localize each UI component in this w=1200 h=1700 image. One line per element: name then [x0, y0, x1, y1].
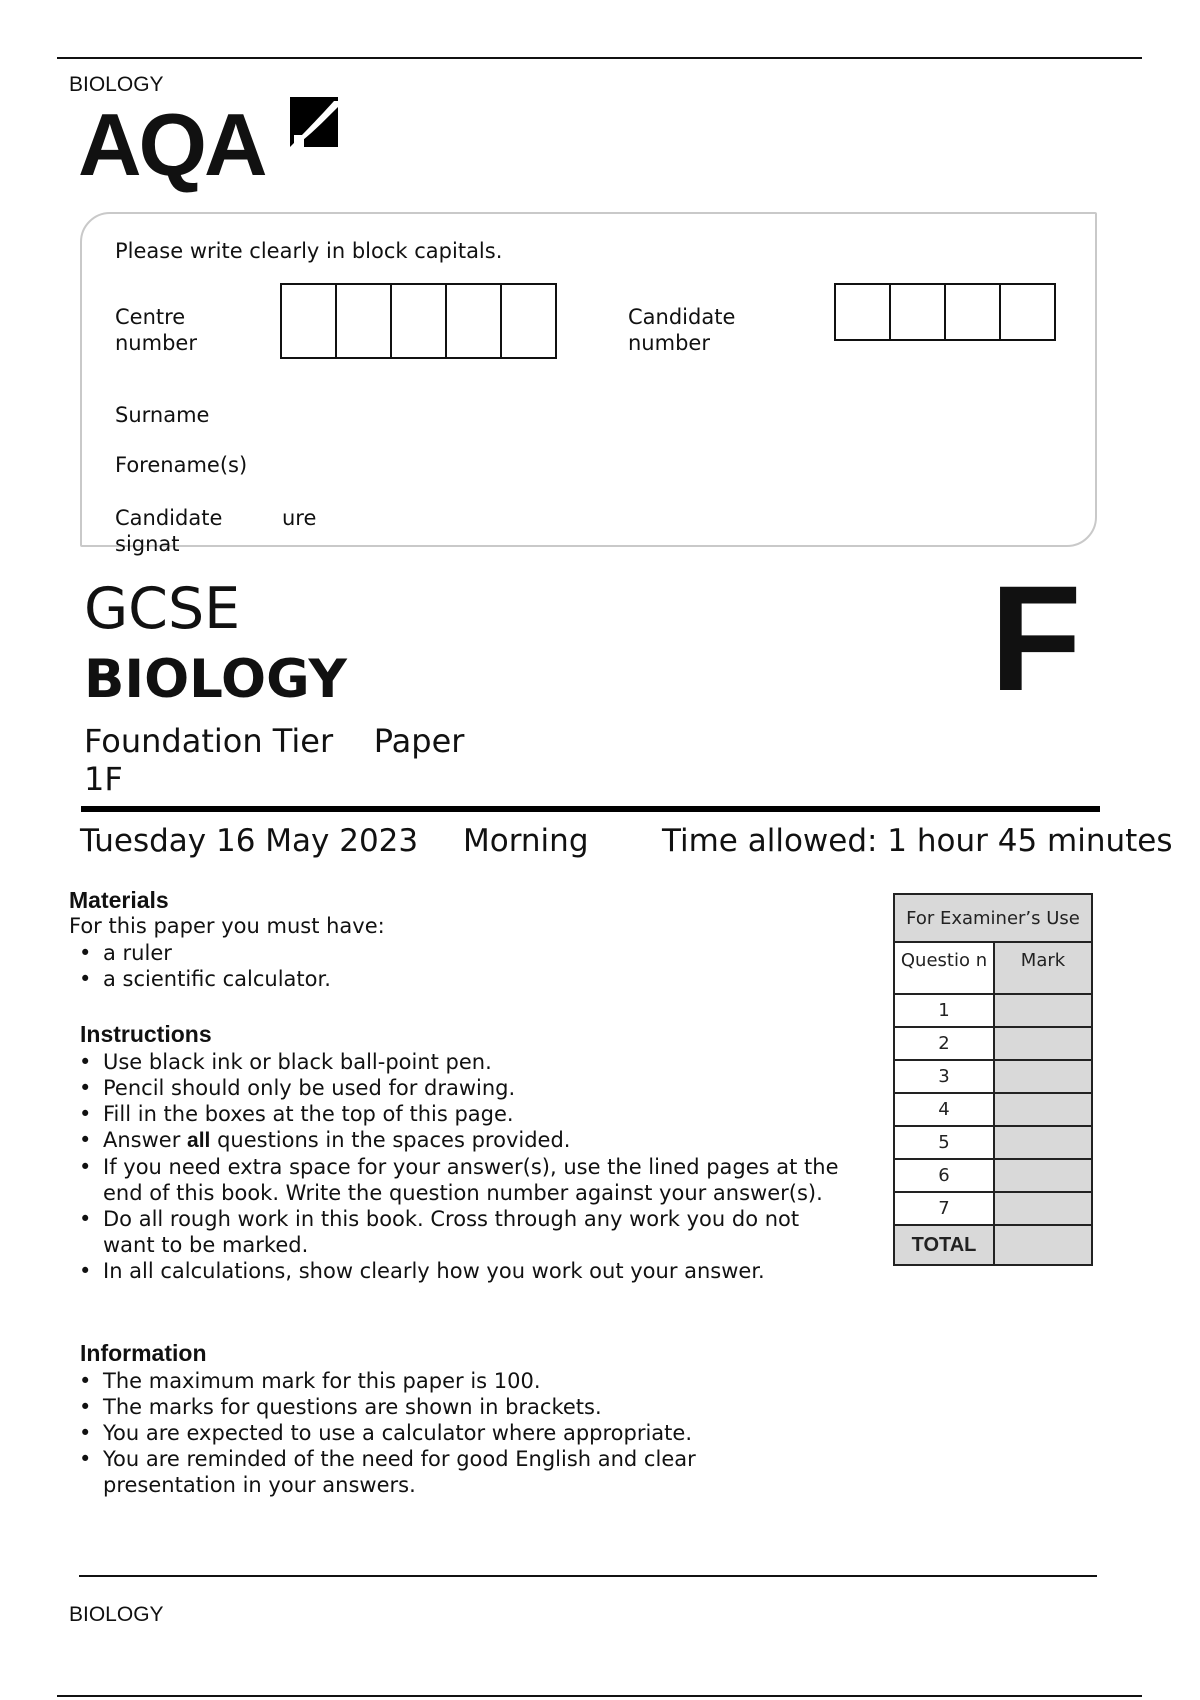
list-item: • You are expected to use a calculator where appropriate.	[69, 1420, 769, 1446]
information-list	[69, 1368, 769, 1498]
signature-field[interactable]	[330, 500, 1080, 534]
list-item: • a scientific calculator.	[69, 966, 769, 992]
question-number: 1	[894, 994, 994, 1027]
candidate-number-cell[interactable]	[889, 283, 946, 341]
top-rule	[57, 57, 1142, 59]
candidate-label-line2: number	[628, 331, 710, 355]
question-number: 6	[894, 1159, 994, 1192]
question-header-text: Questio n	[900, 950, 988, 971]
question-number: 2	[894, 1027, 994, 1060]
centre-number-cell[interactable]	[390, 283, 447, 359]
information-heading: Information	[80, 1340, 207, 1366]
signature-label-line2: signat	[115, 532, 180, 556]
item-text: Answer	[103, 1128, 188, 1152]
candidate-number-cell[interactable]	[834, 283, 891, 341]
list-item: • Do all rough work in this book. Cross through any work you do not want to be marked.	[69, 1206, 849, 1258]
item-text: questions in the spaces provided.	[210, 1128, 571, 1152]
candidate-number-cell[interactable]	[944, 283, 1001, 341]
question-number: 7	[894, 1192, 994, 1225]
item-emphasis: all	[187, 1129, 211, 1152]
question-column-header	[894, 942, 994, 994]
mark-cell	[994, 1060, 1092, 1093]
tier-letter: F	[990, 554, 1082, 722]
bottom-rule	[57, 1695, 1142, 1697]
title-rule	[81, 806, 1100, 812]
centre-number-label	[115, 304, 197, 356]
centre-number-cell[interactable]	[335, 283, 392, 359]
signature-label-fragment: ure	[282, 506, 317, 530]
mark-cell	[994, 1159, 1092, 1192]
aqa-logo-text: AQA	[78, 95, 265, 194]
mark-column-header: Mark	[994, 942, 1092, 994]
list-item: • In all calculations, show clearly how you work out your answer.	[69, 1258, 849, 1284]
block-capitals-instruction: Please write clearly in block capitals.	[115, 239, 503, 263]
surname-label: Surname	[115, 403, 210, 427]
instructions-heading: Instructions	[80, 1021, 212, 1047]
aqa-logo	[78, 95, 348, 195]
list-item: • The maximum mark for this paper is 100.	[69, 1368, 769, 1394]
list-item: • You are reminded of the need for good English and clear presentation in your answers.	[69, 1446, 769, 1498]
question-number: 4	[894, 1093, 994, 1126]
question-number: 3	[894, 1060, 994, 1093]
centre-number-cell[interactable]	[445, 283, 502, 359]
centre-number-cell[interactable]	[500, 283, 557, 359]
centre-number-boxes	[282, 283, 557, 359]
mark-cell	[994, 1093, 1092, 1126]
forename-label: Forename(s)	[115, 453, 248, 477]
list-item: • If you need extra space for your answer(s), use the lined pages at the end of this book. Write the question number against your answer(s).	[69, 1154, 849, 1206]
centre-label-line2: number	[115, 331, 197, 355]
candidate-label-line1: Candidate	[628, 305, 736, 329]
mark-cell	[994, 1192, 1092, 1225]
mark-cell	[994, 1027, 1092, 1060]
list-item: • Fill in the boxes at the top of this page.	[69, 1101, 849, 1127]
candidate-number-label	[628, 304, 735, 356]
examiners-use-heading: For Examiner’s Use	[894, 894, 1092, 942]
materials-list	[69, 940, 769, 992]
total-mark-cell	[994, 1225, 1092, 1265]
list-item: • Use black ink or black ball-point pen.	[69, 1049, 849, 1075]
total-label: TOTAL	[894, 1225, 994, 1265]
centre-label-line1: Centre	[115, 305, 186, 329]
tier-paper: Foundation Tier Paper 1F	[84, 722, 475, 798]
footer-rule	[79, 1575, 1097, 1577]
examiners-use-table	[893, 893, 1093, 1266]
time-allowed: Time allowed: 1 hour 45 minutes	[662, 823, 1173, 859]
qualification-title: GCSE	[84, 576, 241, 642]
materials-intro: For this paper you must have:	[69, 914, 385, 938]
aqa-logo-mark-icon	[282, 95, 342, 155]
subject-title: BIOLOGY	[84, 649, 347, 710]
list-item: • The marks for questions are shown in brackets.	[69, 1394, 769, 1420]
mark-cell	[994, 1126, 1092, 1159]
footer-subject-label: BIOLOGY	[69, 1603, 164, 1626]
signature-label-line1: Candidate	[115, 506, 223, 530]
surname-field[interactable]	[260, 398, 1080, 428]
forename-field[interactable]	[260, 448, 1080, 478]
question-number: 5	[894, 1126, 994, 1159]
header-subject-label: BIOLOGY	[69, 73, 164, 96]
exam-session: Morning	[463, 823, 589, 859]
list-item: • a ruler	[69, 940, 769, 966]
candidate-number-cell[interactable]	[999, 283, 1056, 341]
list-item: • Pencil should only be used for drawing.	[69, 1075, 849, 1101]
instructions-list	[69, 1049, 849, 1284]
mark-cell	[994, 994, 1092, 1027]
candidate-number-boxes	[836, 283, 1056, 341]
centre-number-cell[interactable]	[280, 283, 337, 359]
exam-date: Tuesday 16 May 2023	[80, 823, 419, 859]
materials-heading: Materials	[69, 887, 169, 913]
list-item	[69, 1127, 849, 1154]
